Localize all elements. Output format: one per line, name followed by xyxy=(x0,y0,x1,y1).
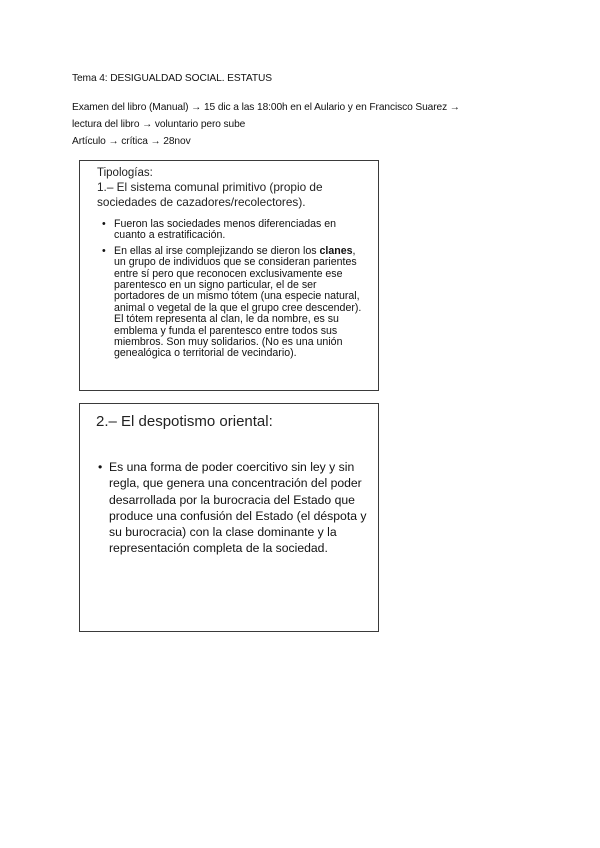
list-item xyxy=(98,459,368,557)
bullet-text-bold: clanes xyxy=(319,244,353,257)
bullet-text-pre: En ellas al irse complejizando se dieron los xyxy=(114,244,320,257)
slide-image-comunal-primitivo xyxy=(79,160,379,391)
slide-heading: 2.– El despotismo oriental: xyxy=(96,413,273,430)
slide-heading-bold: 1.– El sistema comunal primitivo xyxy=(97,180,267,194)
notes-block xyxy=(72,99,512,150)
slide-heading-rest: (propio de sociedades de cazadores/recolectores). xyxy=(97,180,323,209)
bullet-text: Fueron las sociedades menos diferenciadas en cuanto a estratificación. xyxy=(114,218,337,242)
note-line: lectura del libro → voluntario pero sube xyxy=(72,119,246,130)
note-line: Artículo → crítica → 28nov xyxy=(72,136,191,147)
bullet-text: Es una forma de poder coercitivo sin ley y sin regla, que genera una concentración del poder desarrollada por la burocracia del Estado que produce una confusión del Estado (el déspota y su burocracia) con la clase dominante y la representación completa de la sociedad. xyxy=(109,460,367,556)
list-item xyxy=(102,246,370,360)
slide-image-despotismo-oriental xyxy=(79,403,379,632)
bullet-icon: • xyxy=(102,244,106,257)
note-line: Examen del libro (Manual) → 15 dic a las 18:00h en el Aulario y en Francisco Suarez → xyxy=(72,102,460,113)
slide-heading xyxy=(97,180,367,210)
bullet-icon: • xyxy=(102,218,106,230)
slide-bullet-list xyxy=(98,459,368,557)
list-item xyxy=(102,219,370,242)
slide-bullet-list xyxy=(102,219,370,364)
document-title: Tema 4: DESIGUALDAD SOCIAL. ESTATUS xyxy=(72,73,272,84)
slide-top-label: Tipologías: xyxy=(97,167,153,179)
bullet-icon: • xyxy=(98,460,103,474)
bullet-text-post: , un grupo de individuos que se consideran parientes entre sí pero que reconocen exclusivamente ese parentesco en un signo particular, el de ser portadores de un mismo tótem (una especie natural, animal o vegetal de la que el grupo cree descender). El tótem representa al clan, le da nombre, es su emblema y funda el parentesco entre todos sus miembros. Son muy solidarios. (No es una unión genealógica o territorial de vecindario). xyxy=(114,244,362,360)
